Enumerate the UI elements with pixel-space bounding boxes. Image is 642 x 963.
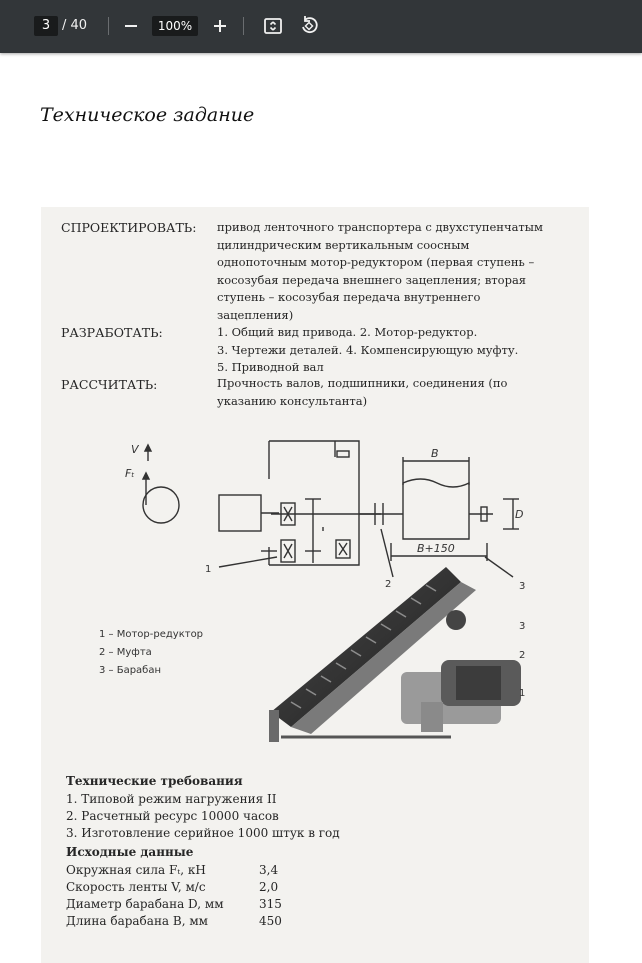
design-text: привод ленточного транспортера с двухступенчатым цилиндрическим вертикальным соосным однопоточным мотор-редуктором (первая ступень – косозубая передача внешнего зацепления; вторая ступень – косозубая передача внутреннего зацепления) [217, 220, 543, 322]
photo-callout-2: 2 [519, 650, 526, 661]
minus-icon [119, 14, 143, 38]
callout-3: 3 [519, 581, 526, 592]
source-value: 3,4 [259, 863, 279, 877]
callout-1: 1 [205, 564, 212, 575]
page-total: / 40 [62, 18, 88, 33]
motor-box [219, 495, 261, 531]
tech-req-title: Технические требования [66, 774, 243, 788]
length-label: B [431, 447, 439, 460]
rotate-icon [297, 14, 321, 38]
toolbar-divider [108, 17, 109, 35]
legend-item-2: 2 – Муфта [99, 647, 152, 658]
source-label: Диаметр барабана D, мм [66, 897, 224, 911]
photo-callout-3: 3 [519, 621, 526, 632]
source-value: 315 [259, 897, 282, 911]
force-label: Fₜ [125, 467, 135, 480]
document-heading: Техническое задание [40, 104, 255, 126]
legend-item-3: 3 – Барабан [99, 665, 162, 676]
tech-req-1: 1. Типовой режим нагружения II [66, 792, 277, 806]
conveyor-photo [251, 562, 551, 752]
tech-req-2: 2. Расчетный ресурс 10000 часов [66, 809, 279, 823]
belt-drum [403, 479, 469, 539]
fit-page-icon [261, 14, 285, 38]
source-value: 2,0 [259, 880, 279, 894]
source-label: Длина барабана B, мм [66, 914, 209, 928]
toolbar-divider [243, 17, 244, 35]
velocity-label: V [131, 443, 139, 456]
develop-text: 1. Общий вид привода. 2. Мотор-редуктор. 3. Чертежи деталей. 4. Компенсирующую муфту. 5. Приводной вал [217, 325, 519, 374]
zoom-in-button[interactable] [208, 14, 232, 38]
zoom-out-button[interactable] [119, 14, 143, 38]
callout-2: 2 [385, 579, 392, 590]
length-plus-label: B+150 [417, 542, 455, 555]
calculate-text: Прочность валов, подшипники, соединения (по указанию консультанта) [217, 376, 508, 408]
photo-callout-1: 1 [519, 688, 526, 699]
source-label: Скорость ленты V, м/с [66, 880, 206, 894]
pdf-toolbar [0, 0, 642, 53]
page-number-input[interactable]: 3 [34, 16, 58, 36]
legend-item-1: 1 – Мотор-редуктор [99, 629, 204, 640]
develop-label: РАЗРАБОТАТЬ: [61, 325, 163, 340]
source-label: Окружная сила Fₜ, кН [66, 863, 206, 877]
design-label: СПРОЕКТИРОВАТЬ: [61, 220, 197, 235]
tech-req-3: 3. Изготовление серийное 1000 штук в год [66, 826, 340, 840]
drum-circle [143, 487, 179, 523]
zoom-input[interactable]: 100% [152, 16, 198, 36]
plus-icon [208, 14, 232, 38]
source-data-title: Исходные данные [66, 845, 194, 859]
fit-to-page-button[interactable] [261, 14, 285, 38]
rotate-button[interactable] [297, 14, 321, 38]
calculate-label: РАССЧИТАТЬ: [61, 377, 158, 392]
diameter-label: D [515, 508, 524, 521]
scanned-page [41, 207, 589, 963]
source-value: 450 [259, 914, 282, 928]
